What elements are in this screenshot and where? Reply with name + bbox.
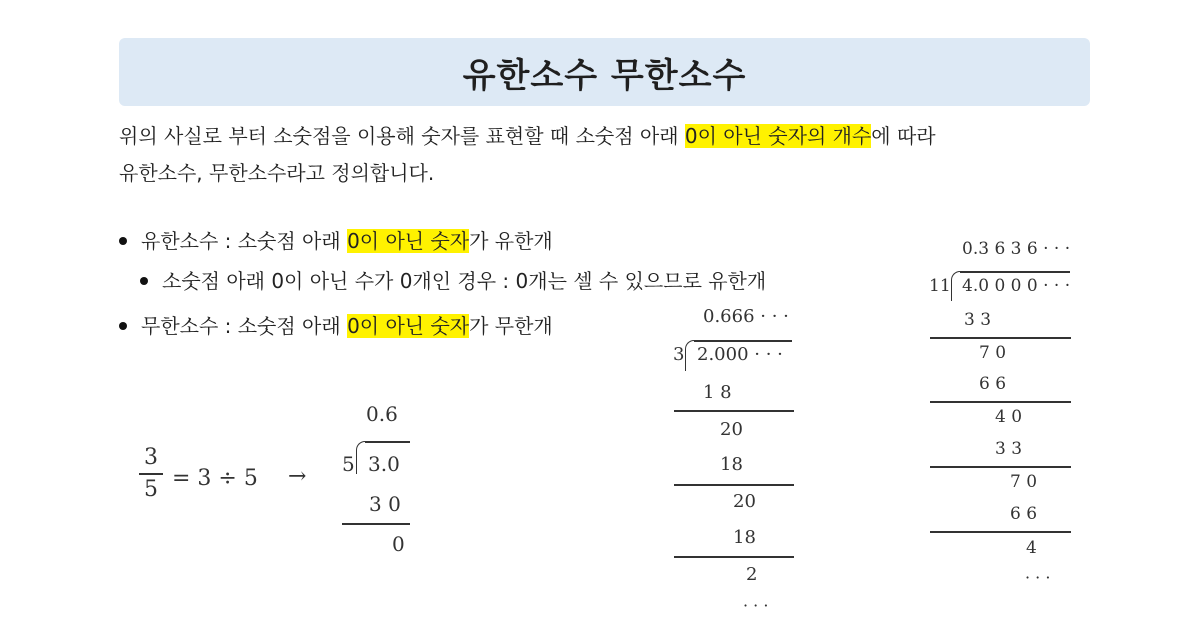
ex3-step-2: 7 0 [979,343,1007,363]
bullet-dot-icon [119,322,127,330]
fraction-numerator: 3 [144,445,158,470]
ex2-divisor: 3 [673,344,685,365]
fraction-denominator: 5 [144,476,158,502]
ex3-step-4: 4 0 [995,407,1023,427]
intro-line-1 [119,118,1109,155]
intro-text-before: 위의 사실로 부터 소숫점을 이용해 숫자를 표현할 때 소숫점 아래 [119,124,685,148]
bullet-infinite [119,310,553,339]
intro-text-after: 에 따라 [871,124,936,148]
ex2-division-bracket [685,340,695,371]
ex2-dividend: 2.000 · · · [697,344,783,365]
ex2-step-1: 1 8 [703,382,732,403]
ex3-step-line-4 [930,531,1071,533]
ex1-dividend: 3.0 [368,452,400,476]
ex2-step-line-2 [674,484,794,486]
bullet-finite-tail: 가 유한개 [469,229,553,253]
bullet-infinite-label: 무한소수 : 소숫점 아래 [141,314,348,338]
fraction-bar [139,473,163,475]
ex1-divisor: 5 [342,452,355,476]
bullet-infinite-tail: 가 무한개 [469,314,553,338]
bullet-dot-icon [140,277,148,285]
ex3-step-7: 6 6 [1010,504,1038,524]
ex2-step-6: 2 [746,564,758,585]
ex3-step-8: 4 [1026,538,1037,558]
division-equation: = 3 ÷ 5 [172,466,258,491]
ex3-step-3: 6 6 [979,374,1007,394]
ex3-step-line-1 [930,337,1071,339]
ex1-step-1: 3 0 [369,492,401,516]
bullet-finite-highlight: 0이 아닌 숫자 [347,229,470,253]
title-banner [119,38,1090,106]
bullet-finite [119,225,553,254]
ex2-step-5: 18 [733,527,756,548]
ex1-vinculum [365,441,410,443]
intro-paragraph [119,118,1109,192]
bullet-finite-sub-text: 소숫점 아래 0이 아닌 수가 0개인 경우 : 0개는 셀 수 있으므로 유한개 [162,269,767,293]
ex3-quotient: 0.3 6 3 6 · · · [962,239,1071,259]
ex2-step-3: 18 [720,454,743,475]
ex3-ellipsis: · · · [1025,568,1051,587]
ex3-step-line-2 [930,401,1071,403]
fraction [139,444,163,504]
ex1-division-bracket [356,441,366,474]
bullet-dot-icon [119,237,127,245]
page-title: 유한소수 무한소수 [462,55,747,96]
ex2-vinculum [694,340,792,342]
ex3-vinculum [960,271,1070,273]
bullet-infinite-highlight: 0이 아닌 숫자 [347,314,470,338]
bullet-finite-sub [140,265,766,294]
ex2-ellipsis: · · · [743,596,769,615]
ex3-step-line-3 [930,466,1071,468]
ex2-step-line-1 [674,410,794,412]
ex1-quotient: 0.6 [366,402,398,426]
ex1-step-line [342,523,410,525]
ex3-step-1: 3 3 [964,310,992,330]
ex2-step-2: 20 [720,419,743,440]
bullet-finite-label: 유한소수 : 소숫점 아래 [141,229,348,253]
intro-line-2: 유한소수, 무한소수라고 정의합니다. [119,161,435,185]
ex3-step-6: 7 0 [1010,472,1038,492]
ex3-dividend: 4.0 0 0 0 · · · [962,276,1071,296]
ex2-quotient: 0.666 · · · [703,306,789,327]
intro-highlight: 0이 아닌 숫자의 개수 [684,124,872,148]
ex3-divisor: 11 [929,276,951,296]
ex2-step-line-3 [674,556,794,558]
ex1-step-2: 0 [392,532,405,556]
ex2-step-4: 20 [733,491,756,512]
ex3-step-5: 3 3 [995,439,1023,459]
ex3-division-bracket [951,271,961,301]
right-arrow-icon: → [288,464,307,489]
